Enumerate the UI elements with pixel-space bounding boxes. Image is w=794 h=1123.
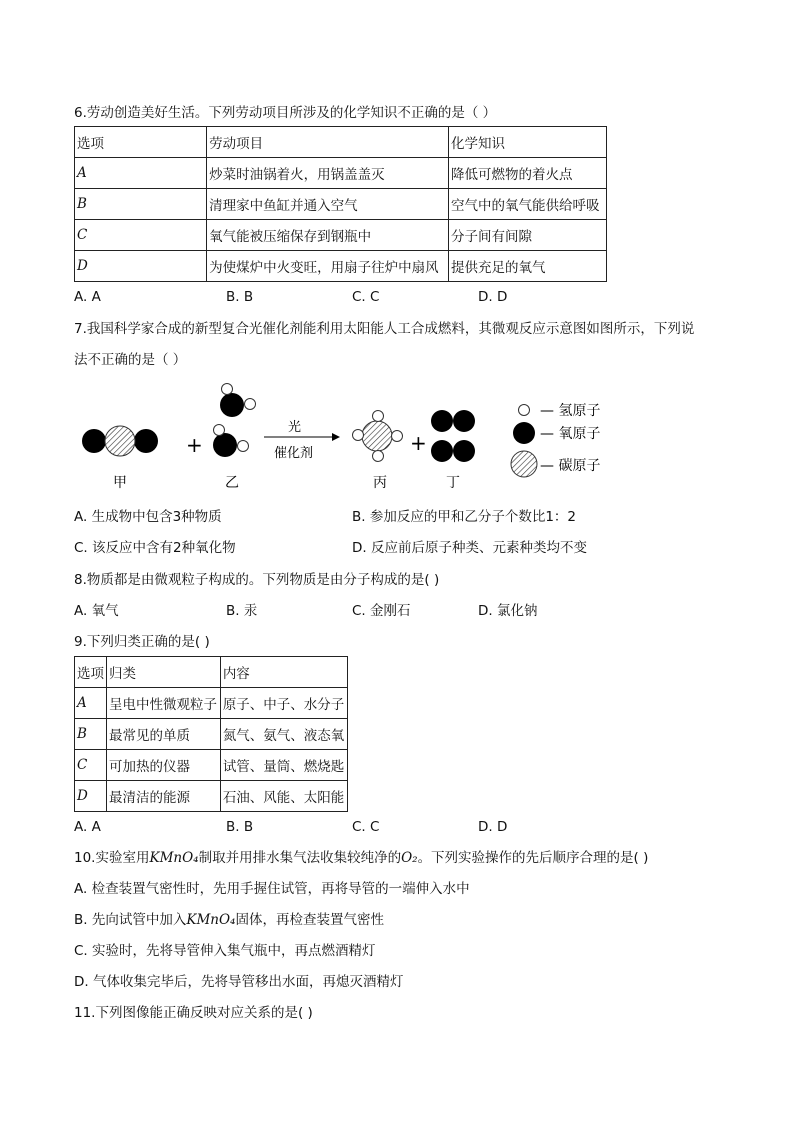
- legend-hydrogen: — 氢原子: [540, 403, 601, 419]
- q7-stem-line2: 法不正确的是（ ）: [74, 352, 187, 368]
- q7-option-b[interactable]: B. 参加反应的甲和乙分子个数比1：2: [352, 509, 577, 525]
- table-cell: 清理家中鱼缸并通入空气: [207, 189, 449, 220]
- label-jia: 甲: [113, 475, 127, 491]
- q8-option-d[interactable]: D. 氯化钠: [478, 603, 538, 619]
- q8-option-b[interactable]: B. 汞: [226, 603, 258, 619]
- q10-stem-part-c: 。下列实验操作的先后顺序合理的是( ): [417, 850, 649, 866]
- q10-option-b[interactable]: [74, 910, 384, 930]
- table-header-cell: 劳动项目: [207, 127, 449, 158]
- q10-option-d[interactable]: D. 气体收集完毕后，先将导管移出水面，再熄灭酒精灯: [74, 974, 404, 990]
- table-cell: C: [75, 750, 107, 781]
- table-cell: 氧气能被压缩保存到钢瓶中: [207, 220, 449, 251]
- q8-stem: 8.物质都是由微观粒子构成的。下列物质是由分子构成的是( ): [74, 572, 440, 588]
- table-cell: 分子间有间隙: [449, 220, 607, 251]
- q8-option-a[interactable]: A. 氧气: [74, 603, 119, 619]
- table-row: [75, 781, 348, 812]
- label-bing: 丙: [373, 475, 387, 491]
- plus-sign-2: +: [410, 431, 427, 455]
- q10-stem-part-b: 制取并用排水集气法收集较纯净的: [198, 850, 402, 866]
- table-cell: 炒菜时油锅着火，用锅盖盖灭: [207, 158, 449, 189]
- molecule-yi: [213, 384, 256, 458]
- q7-option-d[interactable]: D. 反应前后原子种类、元素种类均不变: [352, 540, 587, 556]
- q6-stem: 6.劳动创造美好生活。下列劳动项目所涉及的化学知识不正确的是（ ）: [74, 105, 497, 121]
- q6-option-c[interactable]: C. C: [352, 289, 380, 305]
- table-cell: 最常见的单质: [107, 719, 221, 750]
- table-row: [75, 688, 348, 719]
- table-cell: 呈电中性微观粒子: [107, 688, 221, 719]
- plus-sign-1: +: [186, 433, 203, 457]
- table-cell: 提供充足的氧气: [449, 251, 607, 282]
- label-yi: 乙: [225, 475, 239, 491]
- reaction-diagram: [74, 374, 634, 498]
- q10-option-c[interactable]: C. 实验时，先将导管伸入集气瓶中，再点燃酒精灯: [74, 943, 376, 959]
- q10-option-a[interactable]: A. 检查装置气密性时，先用手握住试管，再将导管的一端伸入水中: [74, 881, 470, 897]
- legend-carbon: — 碳原子: [540, 458, 601, 474]
- arrow-condition-light: 光: [288, 420, 302, 435]
- molecule-ding: [431, 410, 475, 462]
- table-cell: C: [75, 220, 207, 251]
- q9-option-c[interactable]: C. C: [352, 819, 380, 835]
- q10-stem-part-a: 10.实验室用: [74, 850, 150, 866]
- table-cell: 最清洁的能源: [107, 781, 221, 812]
- q6-table: [74, 126, 607, 282]
- arrow-condition-catalyst: 催化剂: [274, 446, 314, 461]
- q7-option-c[interactable]: C. 该反应中含有2种氧化物: [74, 540, 236, 556]
- q10-stem: [74, 848, 648, 868]
- table-row: [75, 657, 348, 688]
- table-header-cell: 归类: [107, 657, 221, 688]
- q7-stem-line1: 7.我国科学家合成的新型复合光催化剂能利用太阳能人工合成燃料，其微观反应示意图如图所示，下列说: [74, 321, 695, 337]
- q7-option-a[interactable]: A. 生成物中包含3种物质: [74, 509, 222, 525]
- q10-option-b-part-a: B. 先向试管中加入: [74, 912, 187, 928]
- q8-option-c[interactable]: C. 金刚石: [352, 603, 411, 619]
- table-cell: B: [75, 719, 107, 750]
- molecule-jia: [82, 426, 158, 456]
- table-header-cell: 选项: [75, 657, 107, 688]
- table-cell: D: [75, 251, 207, 282]
- table-row: [75, 189, 607, 220]
- table-cell: A: [75, 158, 207, 189]
- formula-o2: O₂: [401, 850, 418, 866]
- table-row: [75, 158, 607, 189]
- legend-oxygen: — 氧原子: [540, 426, 601, 442]
- q10-option-b-part-b: 固体，再检查装置气密性: [235, 912, 384, 928]
- diagram-legend: [511, 403, 600, 477]
- table-header-cell: 化学知识: [449, 127, 607, 158]
- table-row: [75, 251, 607, 282]
- table-row: [75, 220, 607, 251]
- table-cell: 原子、中子、水分子: [220, 688, 347, 719]
- table-cell: 为使煤炉中火变旺，用扇子往炉中扇风: [207, 251, 449, 282]
- table-header-cell: 选项: [75, 127, 207, 158]
- table-cell: D: [75, 781, 107, 812]
- table-cell: 可加热的仪器: [107, 750, 221, 781]
- molecule-bing: [353, 411, 403, 462]
- table-cell: 试管、量筒、燃烧匙: [220, 750, 347, 781]
- table-cell: A: [75, 688, 107, 719]
- table-cell: 空气中的氧气能供给呼吸: [449, 189, 607, 220]
- table-cell: 石油、风能、太阳能: [220, 781, 347, 812]
- q6-option-b[interactable]: B. B: [226, 289, 254, 305]
- formula-kmno4: KMnO₄: [149, 850, 199, 866]
- table-cell: 氮气、氨气、液态氧: [220, 719, 347, 750]
- q9-option-d[interactable]: D. D: [478, 819, 508, 835]
- table-row: [75, 127, 607, 158]
- label-ding: 丁: [446, 475, 460, 491]
- q6-option-d[interactable]: D. D: [478, 289, 508, 305]
- q9-table: [74, 656, 348, 812]
- q6-option-a[interactable]: A. A: [74, 289, 101, 305]
- table-header-cell: 内容: [220, 657, 347, 688]
- q9-option-a[interactable]: A. A: [74, 819, 101, 835]
- table-row: [75, 719, 348, 750]
- table-row: [75, 750, 348, 781]
- q9-option-b[interactable]: B. B: [226, 819, 254, 835]
- q9-stem: 9.下列归类正确的是( ): [74, 634, 210, 650]
- table-cell: B: [75, 189, 207, 220]
- formula-kmno4: KMnO₄: [186, 912, 236, 928]
- q11-stem: 11.下列图像能正确反映对应关系的是( ): [74, 1005, 313, 1021]
- table-cell: 降低可燃物的着火点: [449, 158, 607, 189]
